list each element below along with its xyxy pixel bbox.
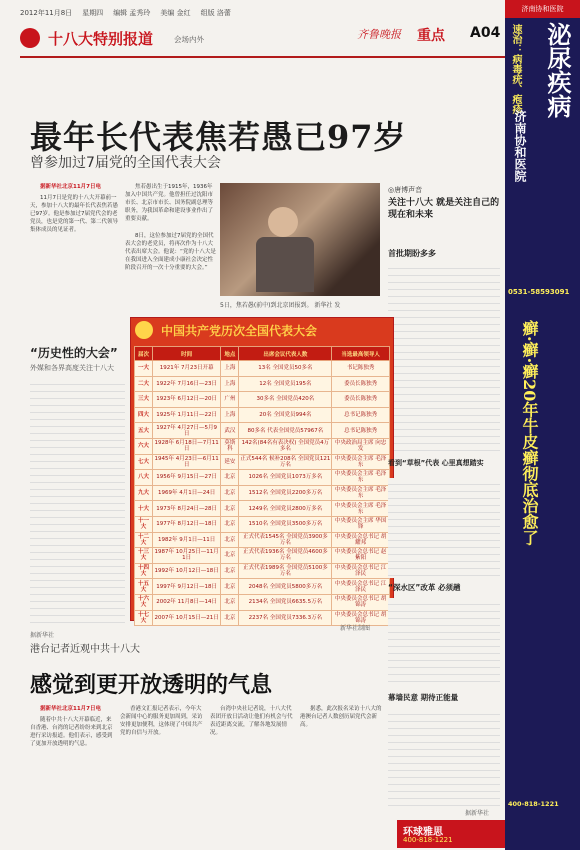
table-title: 中国共产党历次全国代表大会 [161, 324, 318, 338]
table-row [135, 407, 390, 423]
page-number: A04 [470, 25, 501, 41]
table-cell: 总书记陈独秀 [332, 407, 390, 423]
section-title: 十八大特别报道 [48, 30, 154, 48]
lead-col3-text: 8日，这位参加过7届党的全国代表大会的老党员，将再次作为十八大代表出席大会。他说：“党的十八大是在我国进入全面建成小康社会决定性阶段召开的一次十分重要的大会。” [125, 233, 216, 271]
table-cell: 书记陈独秀 [332, 361, 390, 377]
table-row [135, 361, 390, 377]
col-header: 出席会议代表人数 [239, 347, 332, 361]
table-cell: 五大 [135, 423, 153, 439]
table-cell: 中央委员会总书记 江泽民 [332, 579, 390, 595]
lead-col1-text: 11月7日是党的十八大开幕前一天，参加十八大的最年长代表焦若愚已97岁。他是参加过7届党代会的老党员，也是党的第一代、第二代领导集体成员的见证者。 [30, 195, 119, 233]
table-cell: 中央委员会总书记 胡锦涛 [332, 610, 390, 626]
sidebar-body-text [388, 262, 500, 452]
party-emblem-small-icon [135, 321, 153, 339]
table-body [135, 361, 390, 626]
table-cell: 四大 [135, 407, 153, 423]
table-credit: 新华社制图 [340, 625, 371, 632]
table-row [135, 579, 390, 595]
photo-caption: 5日，焦若愚(前中)到北京团报到。 新华社 发 [220, 302, 341, 309]
second-col2-text: 香港文汇报记者表示，今年大会新闻中心的服务更加周到，采访安排更加便利，这体现了中国共产党的自信与开放。 [120, 706, 203, 736]
issue-date: 2012年11月8日 [20, 9, 73, 17]
table-cell: 北京 [221, 532, 239, 548]
second-col1-text: 随着中共十八大开幕临近，来自香港、台湾的记者纷纷来到北京进行采访报道。他们表示，感受到了更加开放透明的气息。 [30, 717, 113, 747]
ad-big-text-1: 泌尿疾病 [543, 22, 572, 118]
section-subtitle: 会场内外 [174, 35, 204, 44]
table-row [135, 470, 390, 486]
table-cell: 1956年 9月15日—27日 [153, 470, 221, 486]
table-cell: 七大 [135, 454, 153, 470]
sidebar-subtitle: 首批期盼多多 [388, 249, 436, 258]
table-cell: 广州 [221, 392, 239, 408]
table-row [135, 392, 390, 408]
table-cell: 九大 [135, 485, 153, 501]
table-cell: 1992年 10月12日—18日 [153, 563, 221, 579]
lead-subhead: 曾参加过7届党的全国代表大会 [30, 155, 221, 171]
table-cell: 2002年 11月8日—14日 [153, 594, 221, 610]
table-row [135, 485, 390, 501]
second-dateline: 据新华社北京11月7日电 [40, 706, 101, 712]
table-cell: 十五大 [135, 579, 153, 595]
table-row [135, 376, 390, 392]
second-column-3 [210, 705, 295, 820]
masthead [20, 22, 510, 58]
ad-phone-2: 400-818-1221 [508, 800, 559, 808]
table-cell: 中央委员会总书记 江泽民 [332, 563, 390, 579]
table-cell: 六大 [135, 438, 153, 454]
table-cell: 北京 [221, 579, 239, 595]
second-column-1 [30, 705, 115, 820]
party-emblem-icon [20, 28, 40, 48]
sidebar-mid-heading-2: 幕墙民意 期待正能量 [388, 693, 459, 702]
table-row [135, 501, 390, 517]
pull-title: “历史性的大会” [30, 346, 118, 360]
sidebar-title: 关注十八大 就是关注自己的现在和未来 [388, 198, 500, 220]
table-row [135, 594, 390, 610]
table-cell: 上海 [221, 407, 239, 423]
table-cell: 1945年 4月23日—6月11日 [153, 454, 221, 470]
table-cell: 142名(84名有表决权) 全国党员4万多名 [239, 438, 332, 454]
table-cell: 一大 [135, 361, 153, 377]
table-cell: 正式544名 候补208名 全国党员121万名 [240, 455, 331, 468]
second-headline: 感觉到更开放透明的气息 [30, 672, 273, 698]
issue-weekday: 星期四 [82, 9, 104, 17]
table-cell: 中央委员会主席 毛泽东 [332, 454, 390, 470]
table-row [135, 563, 390, 579]
table-cell: 正式代表1545名 全国党员3900多万名 [239, 532, 332, 548]
congress-table [134, 346, 390, 626]
table-cell: 1982年 9月1日—11日 [153, 532, 221, 548]
table-cell: 1969年 4月1日—24日 [153, 485, 221, 501]
table-cell: 1923年 6月12日—20日 [153, 392, 221, 408]
table-cell: 1997年 9月12日—18日 [153, 579, 221, 595]
table-cell: 北京 [221, 594, 239, 610]
table-header-bar [131, 318, 393, 344]
table-cell: 中央委员会总书记 胡锦涛 [332, 594, 390, 610]
table-cell: 1512名 全国党员2200多万名 [239, 485, 332, 501]
sidebar-mid-text [388, 478, 500, 578]
table-cell: 1987年 10月25日—11月1日 [153, 548, 221, 564]
table-cell: 十三大 [135, 548, 153, 564]
table-cell: 中央委员会主席 毛泽东 [332, 485, 390, 501]
table-cell: 1977年 8月12日—18日 [153, 516, 221, 532]
table-cell: 延安 [221, 454, 239, 470]
table-cell: 中央委员会总书记 赵紫阳 [332, 548, 390, 564]
ad-mid-text: 癣·癣·癣20年牛皮癣彻底治愈了 [520, 320, 539, 546]
design-credit: 美编 金红 [160, 9, 191, 17]
table-row [135, 516, 390, 532]
table-cell: 2134名 全国党员6635.5万名 [239, 594, 332, 610]
table-cell: 2007年 10月15日—21日 [153, 610, 221, 626]
col-header: 地点 [221, 347, 239, 361]
pull-body-text [30, 378, 125, 628]
sidebar-author: ◎唐博声音 [388, 186, 423, 194]
footer-ad[interactable] [397, 820, 505, 848]
second-column-2 [120, 705, 205, 820]
table-cell: 中央委员会主席 毛泽东 [332, 501, 390, 517]
table-cell: 中央委员会主席 毛泽东 [332, 470, 390, 486]
table-cell: 委员长陈独秀 [332, 392, 390, 408]
photo-figure-head [268, 207, 298, 237]
table-cell: 北京 [221, 485, 239, 501]
news-photo [220, 183, 380, 296]
table-cell: 北京 [221, 548, 239, 564]
table-cell: 1510名 全国党员3500多万名 [239, 516, 332, 532]
table-cell: 十四大 [135, 563, 153, 579]
table-cell: 1973年 8月24日—28日 [153, 501, 221, 517]
table-cell: 北京 [221, 563, 239, 579]
table-cell: 中央委员会总书记 胡耀邦 [332, 532, 390, 548]
table-row [135, 532, 390, 548]
table-cell: 上海 [221, 361, 239, 377]
sidebar-mid-credit: 据新华社 [465, 810, 490, 817]
table-cell: 30多名 全国党员420名 [239, 392, 332, 408]
table-cell: 1925年 1月11日—22日 [153, 407, 221, 423]
col-header: 届次 [135, 347, 153, 361]
ad-phone-1: 0531-58593091 [508, 288, 570, 296]
table-cell: 十二大 [135, 532, 153, 548]
sidebar-mid-heading: “深水区”改革 必须趟 [388, 583, 461, 592]
col-header: 时间 [153, 347, 221, 361]
table-cell: 1026名 全国党员1073万多名 [239, 470, 332, 486]
table-cell: 13名 全国党员50多名 [239, 361, 332, 377]
section-key: 重点 [417, 28, 445, 44]
lead-column-3 [125, 232, 217, 327]
lead-column-1 [30, 183, 122, 331]
table-row [135, 454, 390, 470]
left-credit: 据新华社 [30, 632, 55, 639]
table-cell: 12名 全国党员195名 [239, 376, 332, 392]
table-cell: 1928年 6月18日—7月11日 [153, 438, 221, 454]
paper-name: 齐鲁晚报 [357, 28, 401, 41]
table-cell: 三大 [135, 392, 153, 408]
table-cell: 十七大 [135, 610, 153, 626]
proof-credit: 组版 洛蕾 [200, 9, 231, 17]
table-cell: 北京 [221, 516, 239, 532]
table-cell: 正式代表1936名 全国党员4600多万名 [239, 548, 332, 564]
col-header: 当选最高领导人 [332, 347, 390, 361]
table-cell: 1249名 全国党员2800万多名 [239, 501, 332, 517]
table-cell: 20名 全国党员994名 [239, 407, 332, 423]
top-strip [20, 6, 510, 20]
second-col4-text: 据悉，此次报名采访十八大的港澳台记者人数创历届党代会新高。 [300, 706, 382, 728]
table-cell: 莫斯科 [221, 438, 239, 454]
lead-headline: 最年长代表焦若愚已97岁 [30, 118, 407, 156]
ad-big-text-3: 济南协和医院 [513, 110, 527, 182]
table-cell: 北京 [221, 470, 239, 486]
table-row [135, 423, 390, 439]
table-cell: 1921年 7月23日开幕 [153, 361, 221, 377]
ad-top-strip: 济南协和医院 [505, 0, 580, 18]
table-cell: 1927年 4月27日—5月9日 [153, 423, 221, 439]
table-cell: 总书记陈独秀 [332, 423, 390, 439]
sidebar-mid-text-3 [388, 708, 500, 808]
table-row [135, 438, 390, 454]
table-cell: 2237名 全国党员7336.3万名 [239, 610, 332, 626]
footer-ad-title: 环球雅思 [403, 827, 443, 838]
second-col3-text: 台湾中央社记者说，十八大代表团开放日活动让他们有机会与代表近距离交流，了解各地发展情况。 [210, 706, 293, 736]
table-cell: 十一大 [135, 516, 153, 532]
table-cell: 十大 [135, 501, 153, 517]
table-cell: 中央委员会主席 华国锋 [332, 516, 390, 532]
table-cell: 上海 [221, 376, 239, 392]
lead-dateline: 据新华社北京11月7日电 [40, 184, 101, 190]
table-cell: 二大 [135, 376, 153, 392]
table-cell: 八大 [135, 470, 153, 486]
sidebar-mid-text-2 [388, 598, 500, 688]
table-cell: 80多名 代表全国党员57967名 [239, 423, 332, 439]
table-cell: 武汉 [221, 423, 239, 439]
table-cell: 十六大 [135, 594, 153, 610]
table-cell: 北京 [221, 610, 239, 626]
table-cell: 正式代表1989名 全国党员5100多万名 [239, 563, 332, 579]
sidebar-mid-title: 看到“草根”代表 心里真想踏实 [388, 459, 484, 467]
table-cell: 委员长陈独秀 [332, 376, 390, 392]
footer-ad-phone: 400-818-1221 [403, 836, 453, 844]
second-kicker: 港台记者近观中共十八大 [30, 644, 140, 655]
congress-table-panel [130, 317, 394, 624]
table-cell: 1922年 7月16日—23日 [153, 376, 221, 392]
table-cell: 北京 [221, 501, 239, 517]
table-cell: 中央政治局主席 向忠发 [332, 438, 390, 454]
editor-credit: 编辑 孟秀玲 [113, 9, 151, 17]
table-row [135, 548, 390, 564]
pull-subtitle: 外媒和各界高度关注十八大 [30, 364, 114, 372]
second-column-4 [300, 705, 385, 820]
photo-figure-body [256, 237, 314, 292]
table-header-row [135, 347, 390, 361]
ad-big-text-2: 速治：病毒疣、疱疹 [510, 24, 521, 114]
lead-col2-text: 焦若愚出生于1915年，1936年加入中国共产党。他曾担任过沈阳市市长、北京市市长、国务院副总理等职务，为我国革命和建设事业作出了重要贡献。 [125, 184, 214, 222]
table-cell: 2048名 全国党员5800多万名 [239, 579, 332, 595]
